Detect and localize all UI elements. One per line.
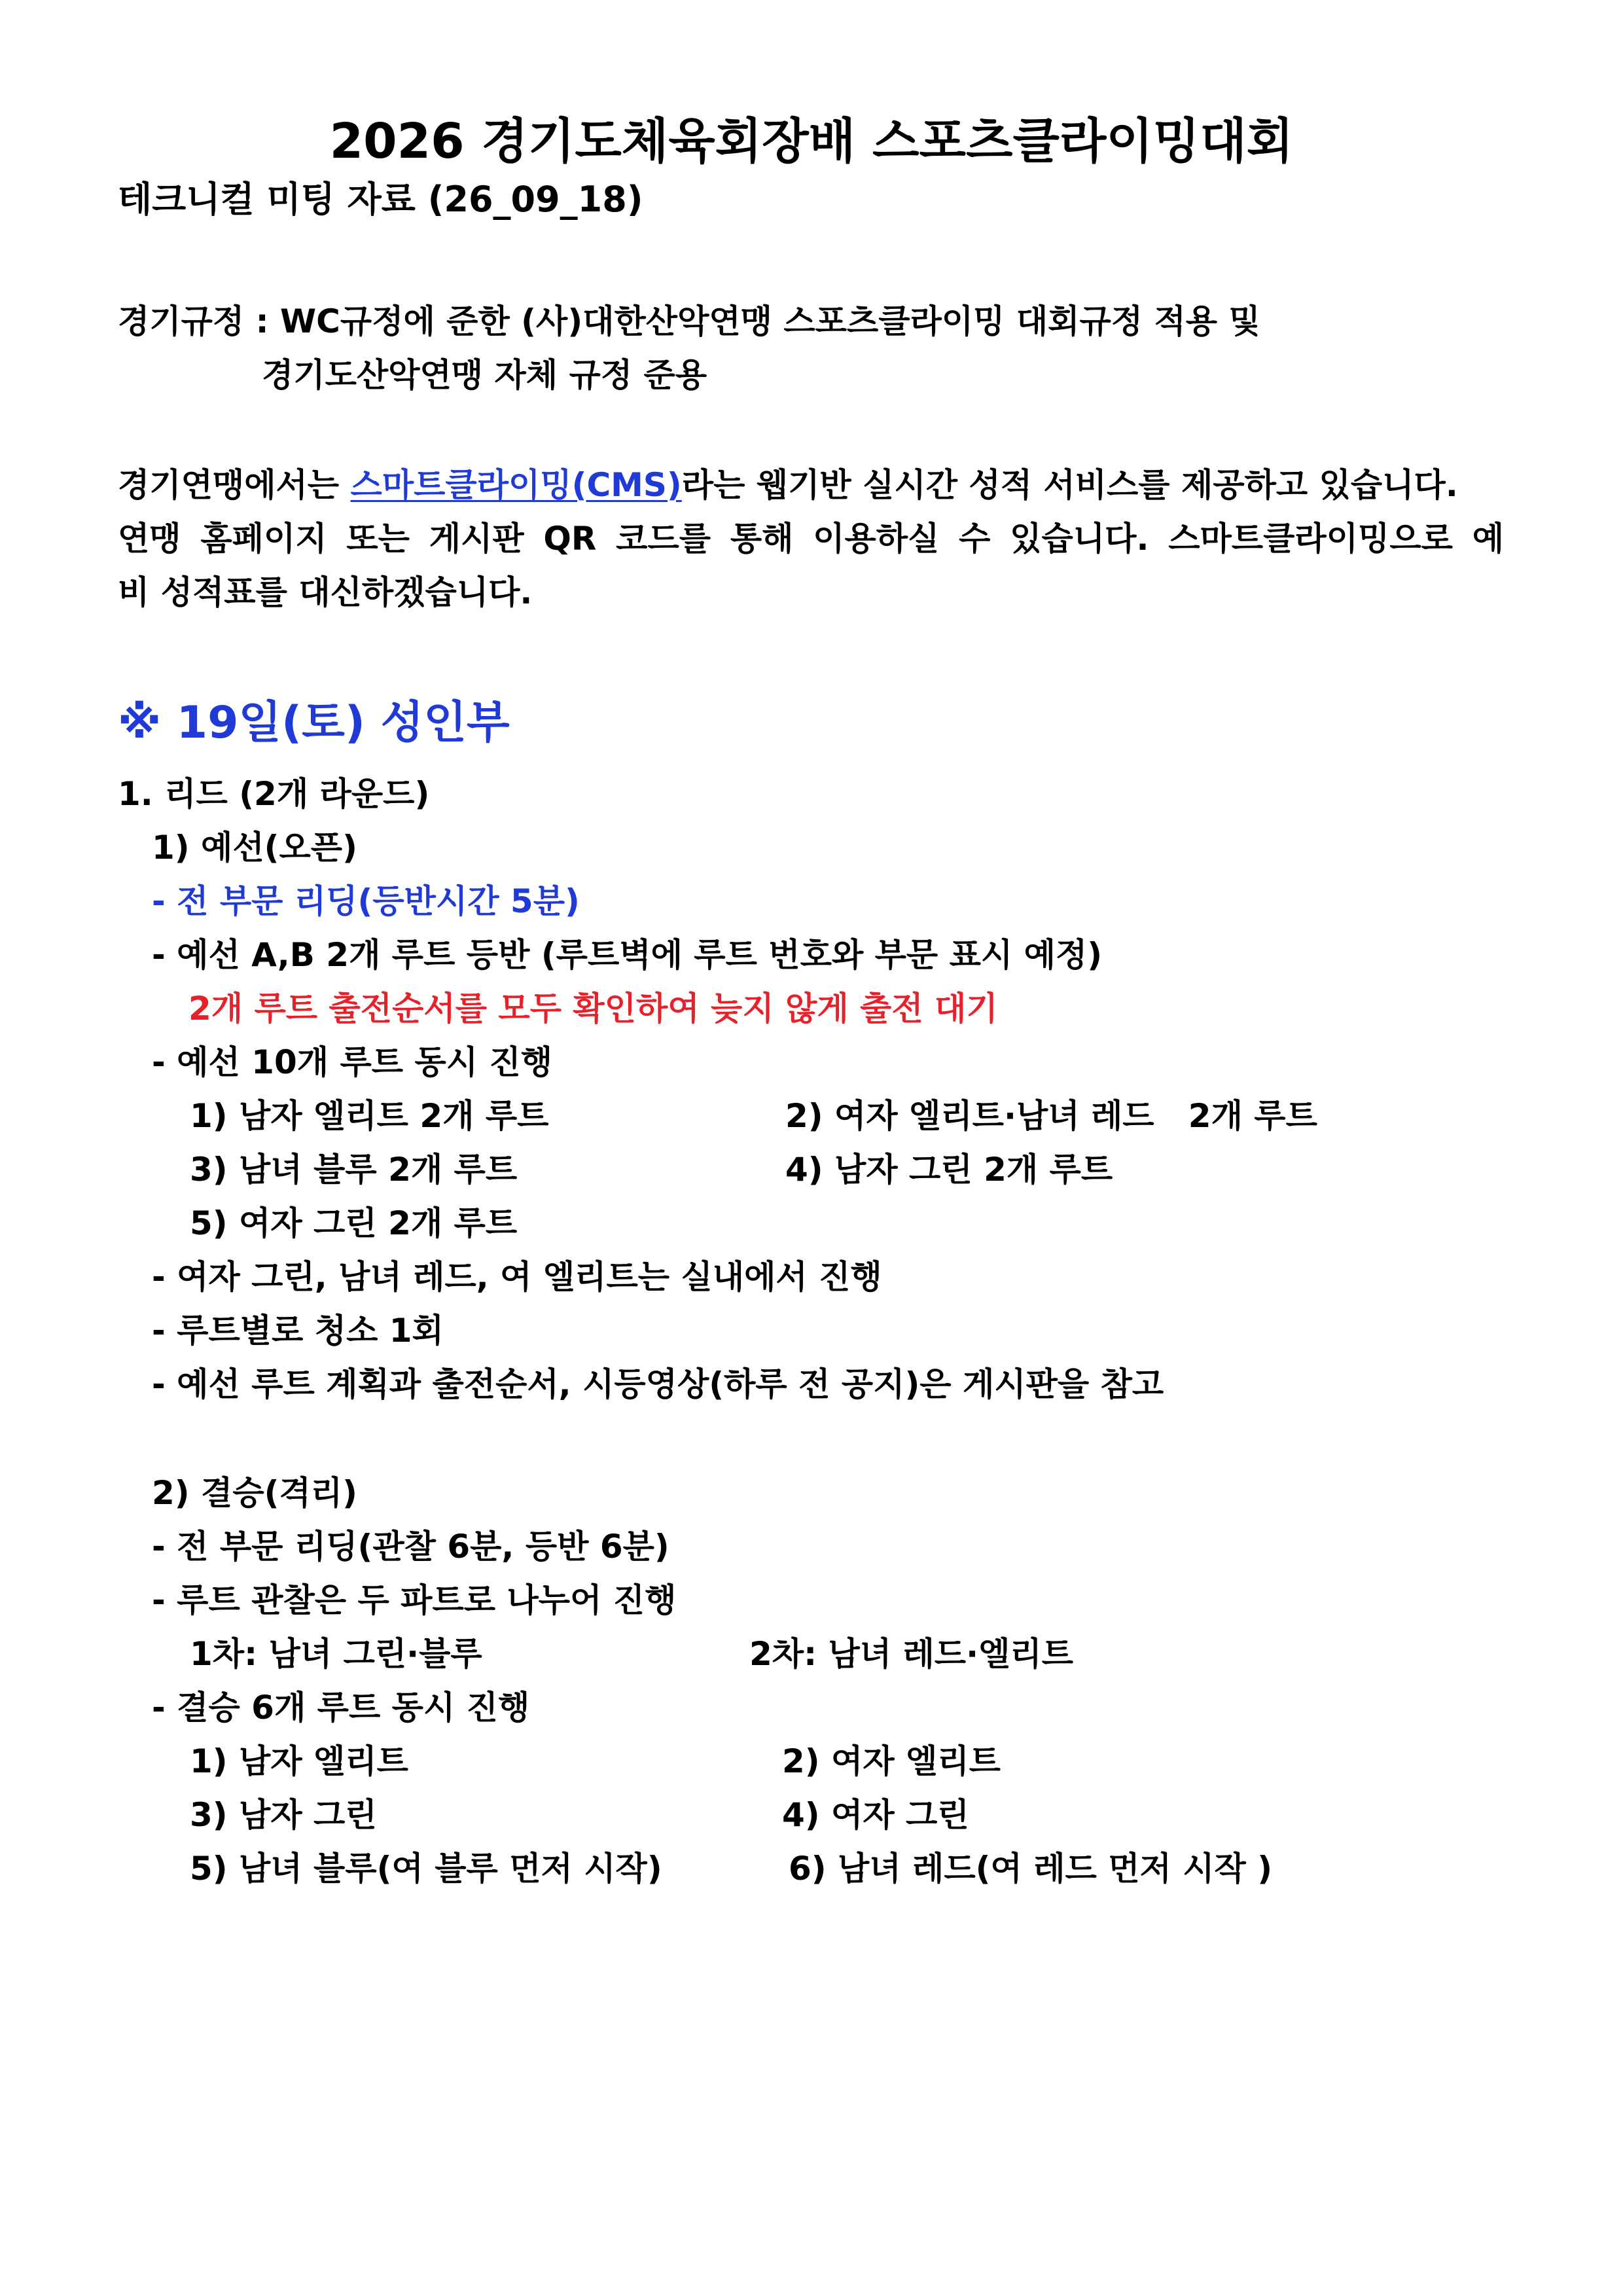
final-observation-part-2: 2차: 남녀 레드·엘리트 bbox=[749, 1635, 1073, 1673]
qualification-route-4: 4) 남자 그린 2개 루트 bbox=[785, 1151, 1113, 1189]
qualification-item-6: - 예선 루트 계획과 출전순서, 시등영상(하루 전 공지)은 게시판을 참고 bbox=[152, 1365, 1164, 1403]
qualification-item-2-note: 2개 루트 출전순서를 모두 확인하여 늦지 않게 출전 대기 bbox=[188, 990, 998, 1028]
qualification-item-3: - 예선 10개 루트 동시 진행 bbox=[152, 1043, 553, 1081]
final-route-2: 2) 여자 엘리트 bbox=[782, 1742, 1001, 1780]
final-observation-part-1: 1차: 남녀 그린·블루 bbox=[190, 1635, 482, 1673]
qualification-item-2: - 예선 A,B 2개 루트 등반 (루트벽에 루트 번호와 부문 표시 예정) bbox=[152, 936, 1103, 974]
intro-text-before-link: 경기연맹에서는 bbox=[118, 466, 351, 504]
document-subtitle: 테크니컬 미팅 자료 (26_09_18) bbox=[118, 179, 643, 220]
intro-line-2: 연맹 홈페이지 또는 게시판 QR 코드를 통해 이용하실 수 있습니다. 스마트클라이밍으로 예 bbox=[118, 520, 1504, 558]
qualification-item-4: - 여자 그린, 남녀 레드, 여 엘리트는 실내에서 진행 bbox=[152, 1258, 882, 1296]
qualification-item-1: - 전 부문 리딩(등반시간 5분) bbox=[152, 882, 580, 920]
intro-line-3: 비 성적표를 대신하겠습니다. bbox=[118, 573, 533, 611]
final-item-3: - 결승 6개 루트 동시 진행 bbox=[152, 1689, 530, 1727]
final-route-3: 3) 남자 그린 bbox=[190, 1796, 377, 1834]
qualification-route-5: 5) 여자 그린 2개 루트 bbox=[190, 1204, 518, 1242]
qualification-item-5: - 루트별로 청소 1회 bbox=[152, 1312, 444, 1350]
rules-line-1: 경기규정 : WC규정에 준한 (사)대한산악연맹 스포츠클라이밍 대회규정 적용 및 bbox=[118, 302, 1260, 340]
final-route-4: 4) 여자 그린 bbox=[782, 1796, 969, 1834]
intro-line-1 bbox=[118, 463, 1458, 507]
intro-text-after-link: 라는 웹기반 실시간 성적 서비스를 제공하고 있습니다. bbox=[681, 466, 1458, 504]
document-title: 2026 경기도체육회장배 스포츠클라이밍대회 bbox=[329, 113, 1294, 170]
final-route-1: 1) 남자 엘리트 bbox=[190, 1742, 408, 1780]
final-item-2: - 루트 관찰은 두 파트로 나누어 진행 bbox=[152, 1581, 677, 1619]
final-route-5: 5) 남녀 블루(여 블루 먼저 시작) bbox=[190, 1850, 662, 1888]
qualification-route-2: 2) 여자 엘리트·남녀 레드 2개 루트 bbox=[785, 1097, 1317, 1135]
rules-line-2: 경기도산악연맹 자체 규정 준용 bbox=[262, 356, 707, 394]
final-heading: 2) 결승(격리) bbox=[152, 1474, 357, 1512]
smart-climbing-link[interactable]: 스마트클라이밍(CMS) bbox=[350, 466, 682, 504]
qualification-route-1: 1) 남자 엘리트 2개 루트 bbox=[190, 1097, 549, 1135]
final-route-6: 6) 남녀 레드(여 레드 먼저 시작 ) bbox=[789, 1850, 1273, 1888]
section-heading: ※ 19일(토) 성인부 bbox=[118, 697, 510, 749]
qualification-heading: 1) 예선(오픈) bbox=[152, 829, 357, 867]
qualification-route-3: 3) 남녀 블루 2개 루트 bbox=[190, 1151, 518, 1189]
final-item-1: - 전 부문 리딩(관찰 6분, 등반 6분) bbox=[152, 1528, 669, 1566]
lead-heading: 1. 리드 (2개 라운드) bbox=[118, 775, 430, 813]
